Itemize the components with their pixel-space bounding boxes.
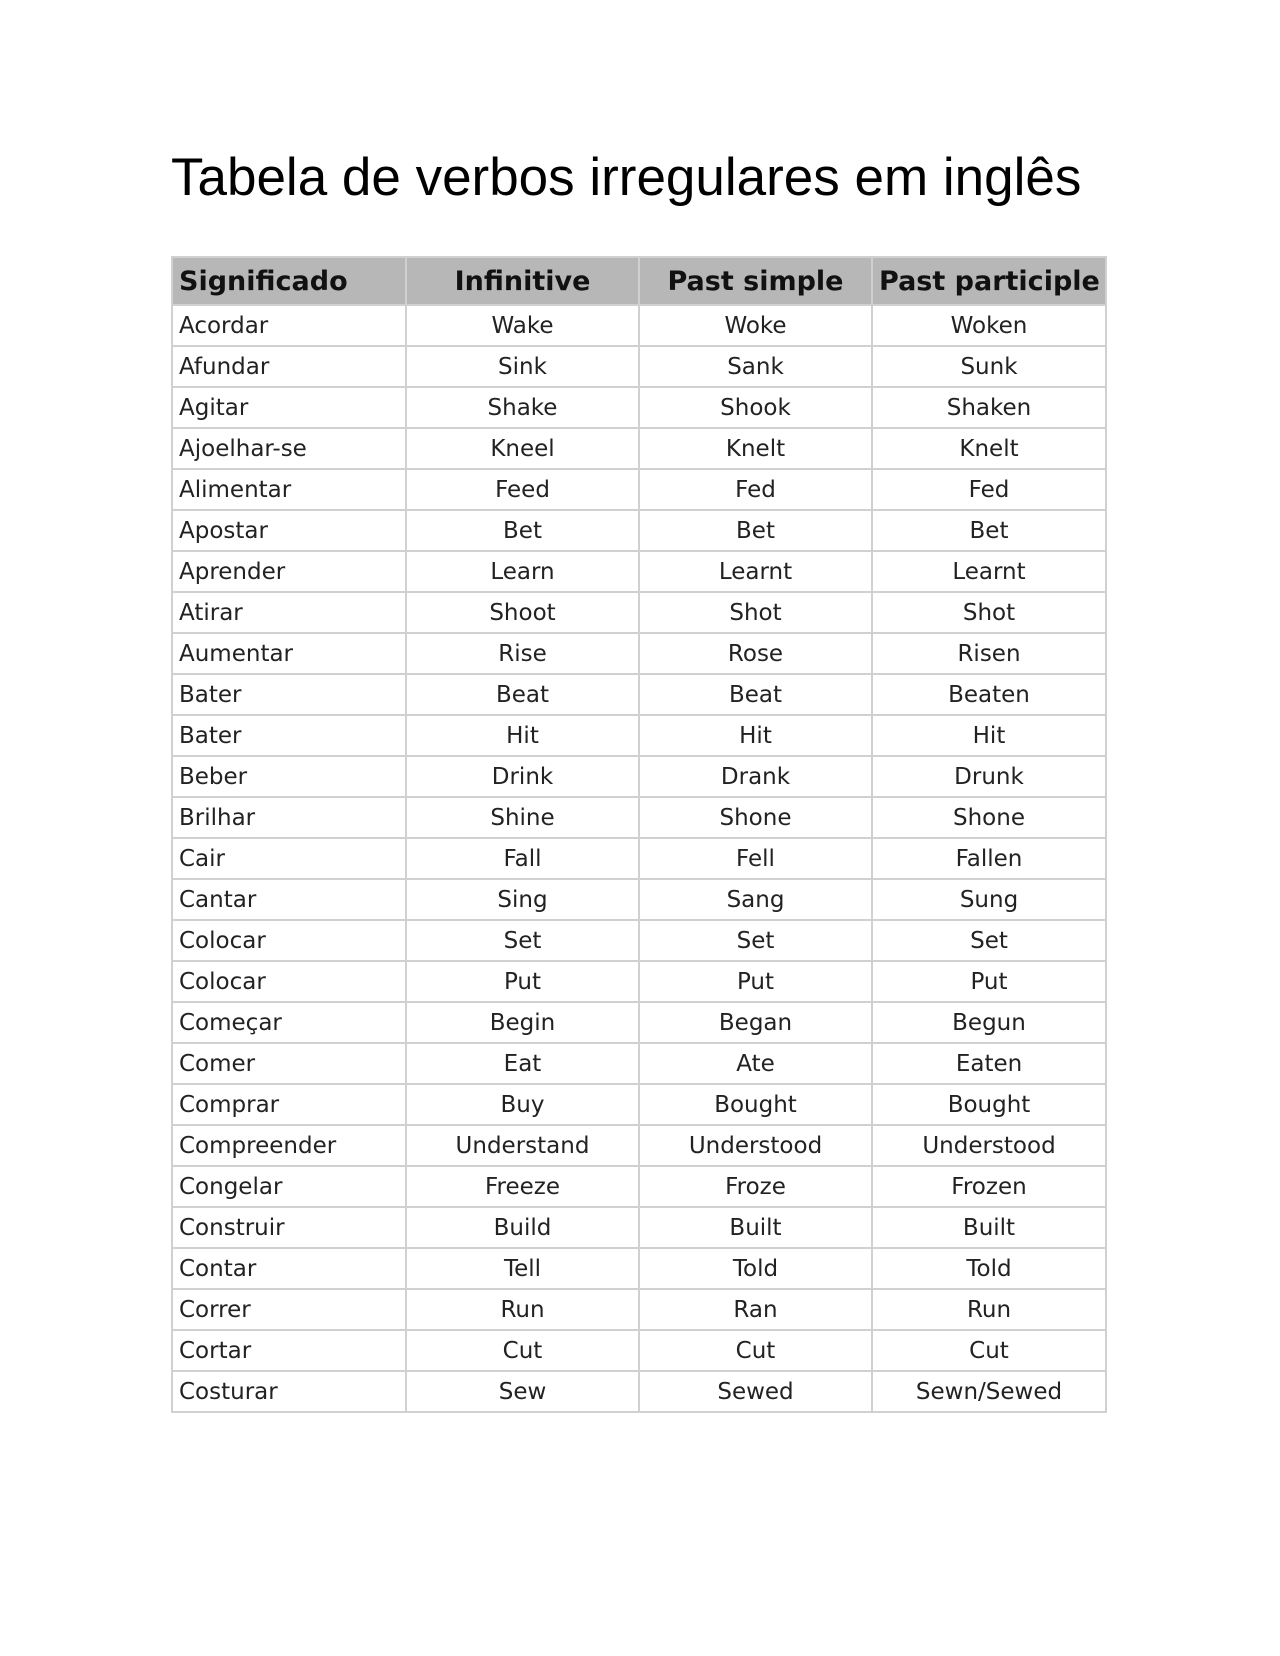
cell-significado: Agitar (172, 387, 406, 428)
column-header-past-simple: Past simple (639, 257, 872, 305)
cell-significado: Brilhar (172, 797, 406, 838)
cell-infinitive: Freeze (406, 1166, 639, 1207)
table-row (172, 428, 1106, 469)
table-row (172, 838, 1106, 879)
cell-infinitive: Sink (406, 346, 639, 387)
cell-past-simple: Hit (639, 715, 872, 756)
table-row (172, 510, 1106, 551)
cell-past-simple: Rose (639, 633, 872, 674)
table-row (172, 674, 1106, 715)
cell-significado: Aumentar (172, 633, 406, 674)
column-header-infinitive: Infinitive (406, 257, 639, 305)
table-row (172, 1166, 1106, 1207)
cell-infinitive: Feed (406, 469, 639, 510)
cell-significado: Bater (172, 674, 406, 715)
cell-significado: Cantar (172, 879, 406, 920)
cell-past-simple: Shone (639, 797, 872, 838)
cell-past-participle: Knelt (872, 428, 1106, 469)
cell-past-simple: Began (639, 1002, 872, 1043)
cell-infinitive: Rise (406, 633, 639, 674)
cell-past-simple: Bought (639, 1084, 872, 1125)
cell-past-simple: Built (639, 1207, 872, 1248)
cell-significado: Colocar (172, 920, 406, 961)
cell-infinitive: Shine (406, 797, 639, 838)
cell-infinitive: Beat (406, 674, 639, 715)
cell-past-participle: Drunk (872, 756, 1106, 797)
table-row (172, 1330, 1106, 1371)
cell-past-participle: Fed (872, 469, 1106, 510)
cell-past-participle: Understood (872, 1125, 1106, 1166)
table-row (172, 592, 1106, 633)
cell-past-simple: Fell (639, 838, 872, 879)
cell-past-participle: Run (872, 1289, 1106, 1330)
cell-past-simple: Ate (639, 1043, 872, 1084)
table-body (172, 305, 1106, 1412)
cell-past-simple: Drank (639, 756, 872, 797)
cell-significado: Construir (172, 1207, 406, 1248)
table-row (172, 633, 1106, 674)
cell-significado: Beber (172, 756, 406, 797)
cell-past-simple: Ran (639, 1289, 872, 1330)
table-row (172, 797, 1106, 838)
cell-significado: Contar (172, 1248, 406, 1289)
cell-infinitive: Tell (406, 1248, 639, 1289)
table-row (172, 715, 1106, 756)
cell-past-participle: Set (872, 920, 1106, 961)
cell-infinitive: Build (406, 1207, 639, 1248)
cell-past-simple: Sank (639, 346, 872, 387)
cell-significado: Ajoelhar-se (172, 428, 406, 469)
table-row (172, 551, 1106, 592)
cell-past-participle: Bet (872, 510, 1106, 551)
table-row (172, 1289, 1106, 1330)
cell-past-participle: Told (872, 1248, 1106, 1289)
table-row (172, 469, 1106, 510)
cell-past-simple: Bet (639, 510, 872, 551)
table-row (172, 1248, 1106, 1289)
column-header-past-participle: Past participle (872, 257, 1106, 305)
cell-significado: Comer (172, 1043, 406, 1084)
cell-infinitive: Begin (406, 1002, 639, 1043)
cell-past-participle: Begun (872, 1002, 1106, 1043)
cell-infinitive: Cut (406, 1330, 639, 1371)
cell-significado: Acordar (172, 305, 406, 346)
cell-significado: Colocar (172, 961, 406, 1002)
cell-significado: Cair (172, 838, 406, 879)
table-row (172, 879, 1106, 920)
cell-infinitive: Kneel (406, 428, 639, 469)
cell-infinitive: Sing (406, 879, 639, 920)
cell-past-simple: Put (639, 961, 872, 1002)
cell-infinitive: Put (406, 961, 639, 1002)
cell-infinitive: Hit (406, 715, 639, 756)
table-row (172, 961, 1106, 1002)
cell-significado: Atirar (172, 592, 406, 633)
cell-past-participle: Shot (872, 592, 1106, 633)
table-row (172, 1084, 1106, 1125)
cell-significado: Comprar (172, 1084, 406, 1125)
table-header-row (172, 257, 1106, 305)
cell-past-participle: Built (872, 1207, 1106, 1248)
cell-past-participle: Put (872, 961, 1106, 1002)
cell-past-participle: Cut (872, 1330, 1106, 1371)
irregular-verbs-table (171, 256, 1107, 1413)
cell-significado: Correr (172, 1289, 406, 1330)
cell-past-participle: Hit (872, 715, 1106, 756)
cell-past-participle: Woken (872, 305, 1106, 346)
cell-past-simple: Froze (639, 1166, 872, 1207)
cell-significado: Costurar (172, 1371, 406, 1412)
cell-infinitive: Sew (406, 1371, 639, 1412)
cell-infinitive: Shoot (406, 592, 639, 633)
cell-past-participle: Bought (872, 1084, 1106, 1125)
cell-past-participle: Sunk (872, 346, 1106, 387)
cell-infinitive: Run (406, 1289, 639, 1330)
cell-infinitive: Wake (406, 305, 639, 346)
cell-past-participle: Eaten (872, 1043, 1106, 1084)
page-title: Tabela de verbos irregulares em inglês (171, 148, 1082, 207)
cell-infinitive: Eat (406, 1043, 639, 1084)
table-row (172, 1125, 1106, 1166)
table-row (172, 387, 1106, 428)
table-row (172, 920, 1106, 961)
cell-infinitive: Fall (406, 838, 639, 879)
cell-significado: Cortar (172, 1330, 406, 1371)
cell-past-simple: Knelt (639, 428, 872, 469)
cell-past-simple: Shot (639, 592, 872, 633)
table-row (172, 346, 1106, 387)
cell-past-simple: Beat (639, 674, 872, 715)
cell-past-participle: Sung (872, 879, 1106, 920)
cell-past-simple: Shook (639, 387, 872, 428)
cell-significado: Apostar (172, 510, 406, 551)
cell-infinitive: Drink (406, 756, 639, 797)
cell-past-participle: Fallen (872, 838, 1106, 879)
cell-significado: Começar (172, 1002, 406, 1043)
cell-infinitive: Understand (406, 1125, 639, 1166)
table-row (172, 1371, 1106, 1412)
cell-past-participle: Learnt (872, 551, 1106, 592)
cell-significado: Compreender (172, 1125, 406, 1166)
cell-past-participle: Beaten (872, 674, 1106, 715)
cell-past-simple: Understood (639, 1125, 872, 1166)
cell-infinitive: Set (406, 920, 639, 961)
cell-infinitive: Shake (406, 387, 639, 428)
cell-past-participle: Frozen (872, 1166, 1106, 1207)
table-row (172, 1043, 1106, 1084)
cell-past-simple: Woke (639, 305, 872, 346)
cell-past-simple: Told (639, 1248, 872, 1289)
cell-significado: Bater (172, 715, 406, 756)
cell-infinitive: Bet (406, 510, 639, 551)
table-row (172, 1207, 1106, 1248)
cell-past-simple: Learnt (639, 551, 872, 592)
table-row (172, 305, 1106, 346)
cell-significado: Alimentar (172, 469, 406, 510)
cell-past-simple: Set (639, 920, 872, 961)
cell-significado: Congelar (172, 1166, 406, 1207)
column-header-significado: Significado (172, 257, 406, 305)
cell-infinitive: Buy (406, 1084, 639, 1125)
cell-past-simple: Sang (639, 879, 872, 920)
cell-past-participle: Shone (872, 797, 1106, 838)
cell-past-simple: Sewed (639, 1371, 872, 1412)
table-row (172, 756, 1106, 797)
cell-significado: Afundar (172, 346, 406, 387)
cell-past-participle: Sewn/Sewed (872, 1371, 1106, 1412)
cell-infinitive: Learn (406, 551, 639, 592)
cell-past-participle: Risen (872, 633, 1106, 674)
cell-past-simple: Fed (639, 469, 872, 510)
cell-past-participle: Shaken (872, 387, 1106, 428)
cell-significado: Aprender (172, 551, 406, 592)
table-row (172, 1002, 1106, 1043)
cell-past-simple: Cut (639, 1330, 872, 1371)
